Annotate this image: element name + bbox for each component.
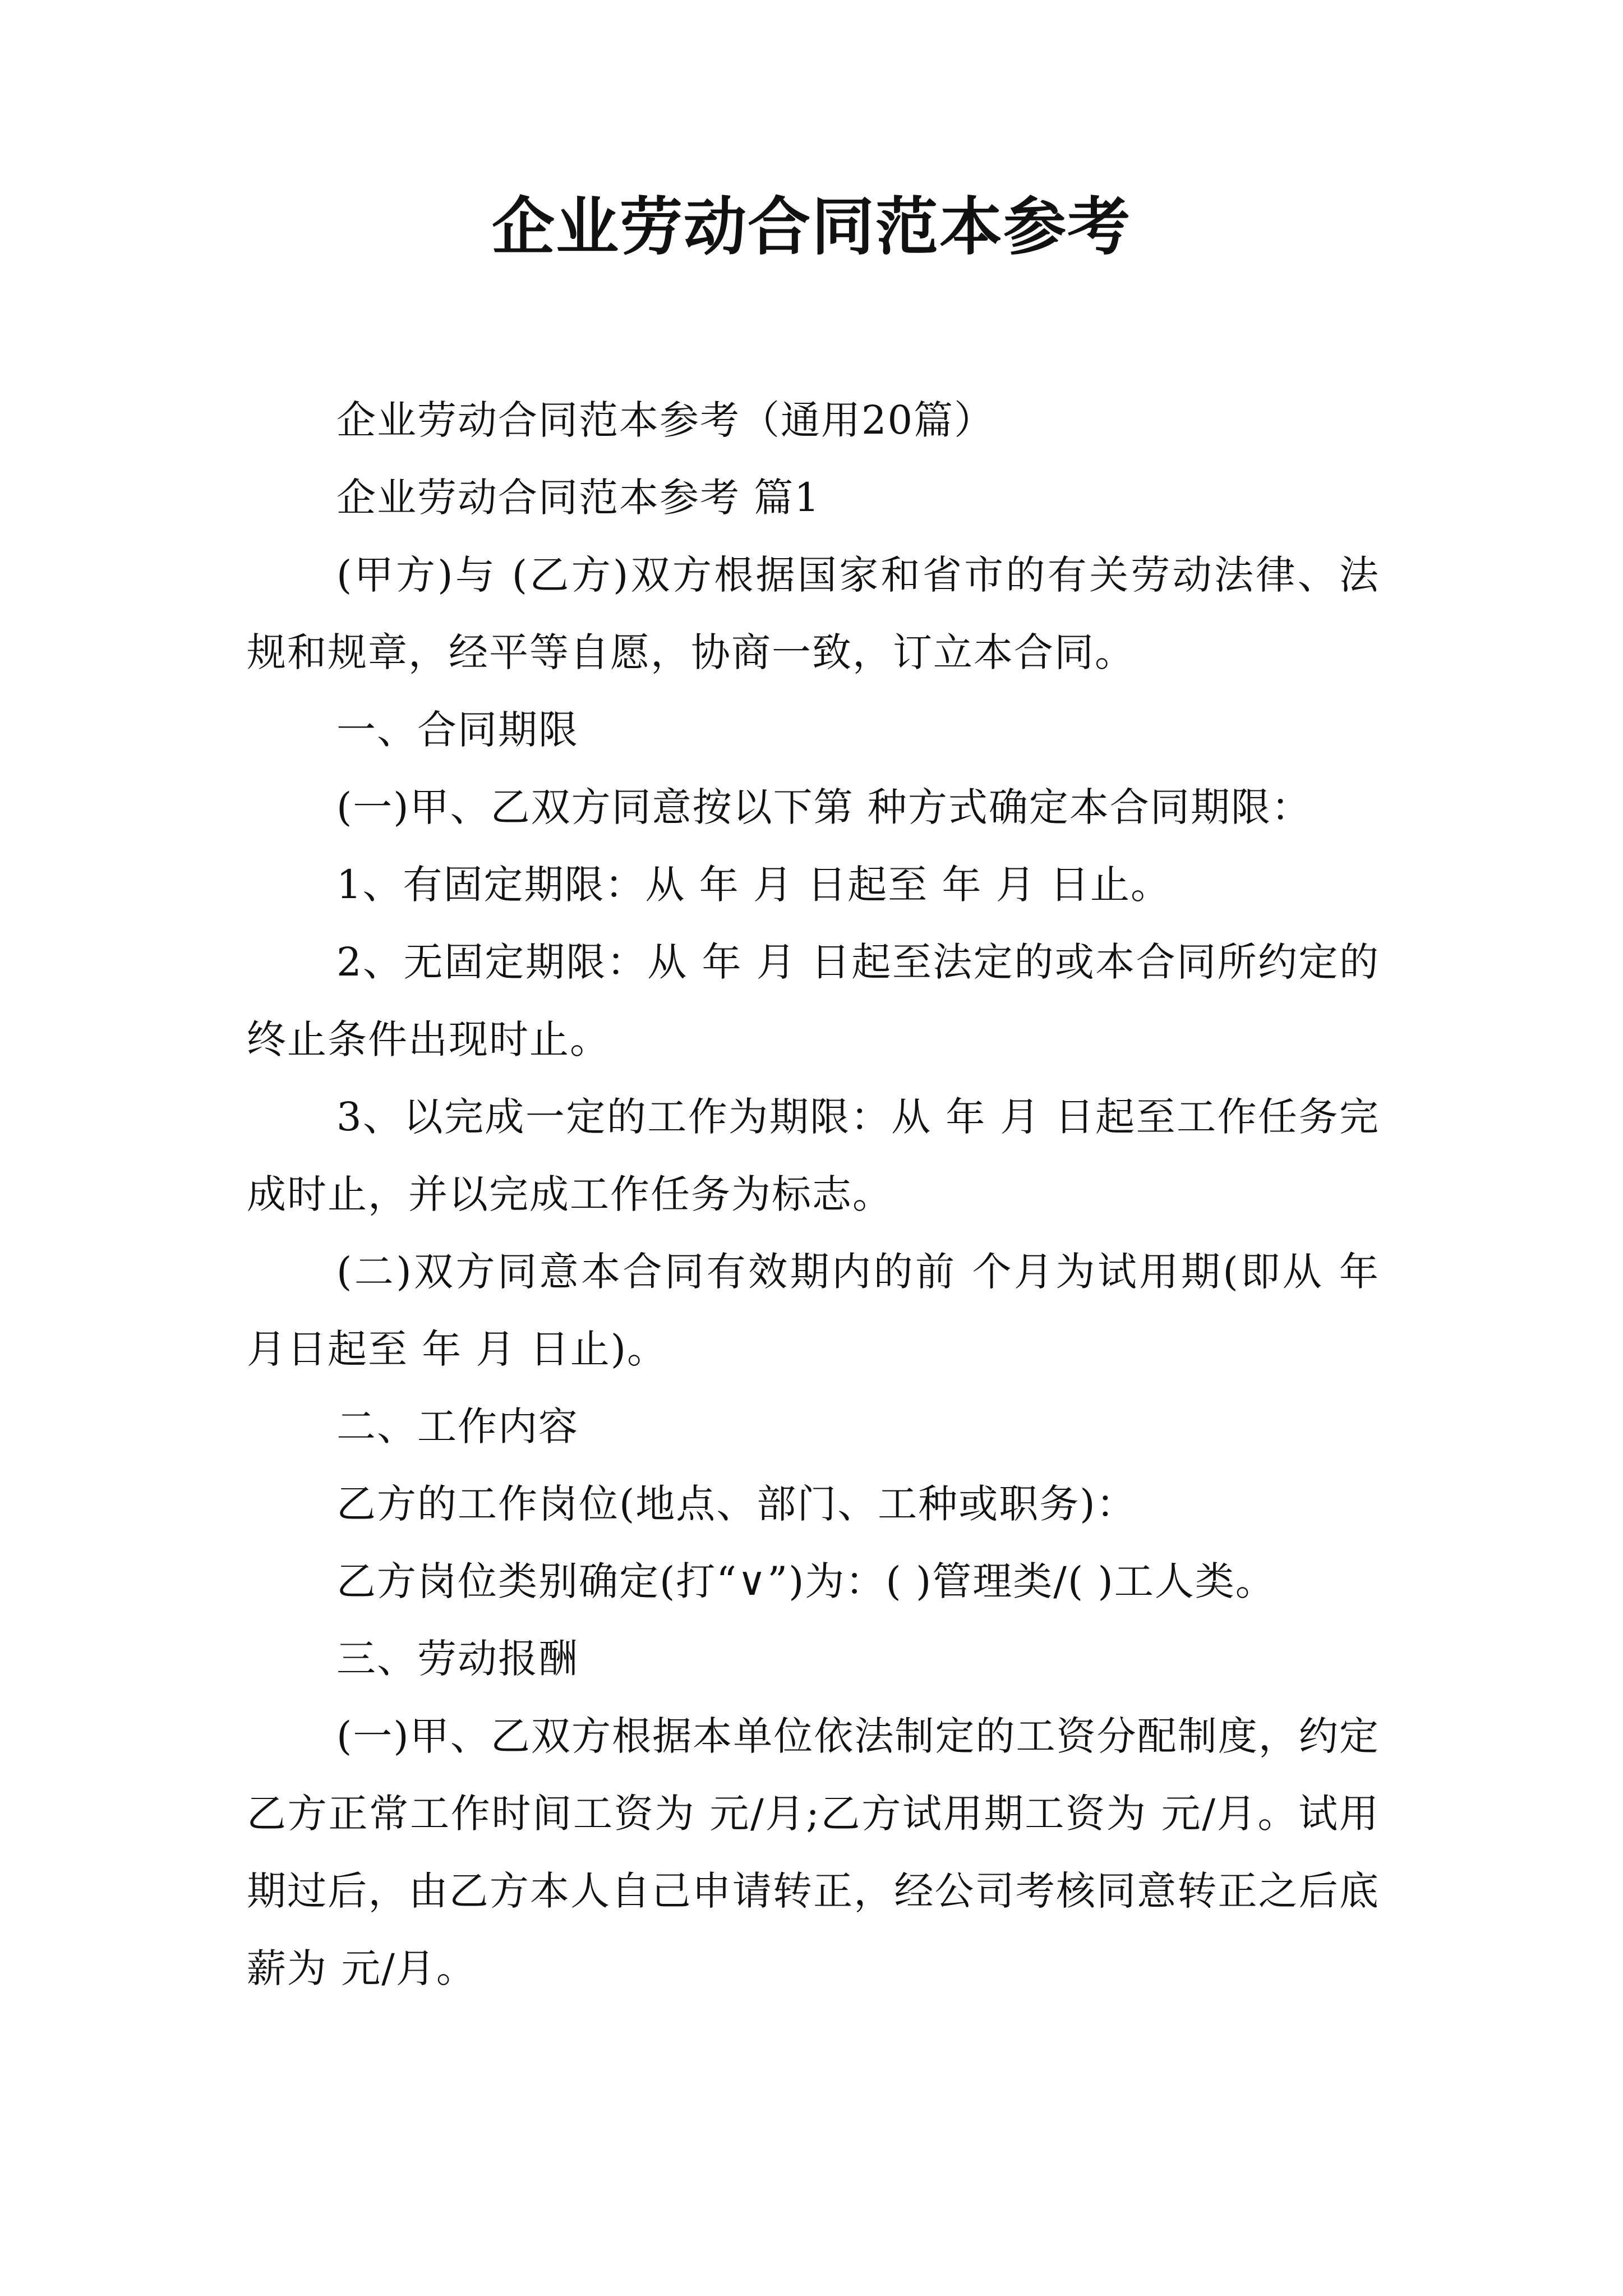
paragraph: 乙方的工作岗位(地点、部门、工种或职务)： xyxy=(336,1481,1137,1527)
document-title: 企业劳动合同范本参考 xyxy=(492,191,1131,264)
section-heading: 一、合同期限 xyxy=(336,707,579,753)
paragraph: (一)甲、乙双方同意按以下第 种方式确定本合同期限： xyxy=(336,784,1312,830)
paragraph: (甲方)与 (乙方)双方根据国家和省市的有关劳动法律、法规和规章，经平等自愿，协商一致，订立本合同。 xyxy=(247,552,1380,675)
paragraph: 乙方岗位类别确定(打“∨”)为：( )管理类/( )工人类。 xyxy=(336,1558,1276,1604)
section-heading: 二、工作内容 xyxy=(336,1404,579,1450)
paragraph: 3、以完成一定的工作为期限：从 年 月 日起至工作任务完成时止，并以完成工作任务为标志。 xyxy=(247,1094,1380,1217)
paragraph: (二)双方同意本合同有效期内的前 个月为试用期(即从 年 月日起至 年 月 日止)。 xyxy=(247,1249,1394,1372)
paragraph: 2、无固定期限：从 年 月 日起至法定的或本合同所约定的终止条件出现时止。 xyxy=(247,939,1380,1062)
paragraph: (一)甲、乙双方根据本单位依法制定的工资分配制度，约定乙方正常工作时间工资为 元/月;乙方试用期工资为 元/月。试用期过后，由乙方本人自己申请转正，经公司考核同意转正之后底薪为 元/月。 xyxy=(247,1713,1380,1991)
paragraph: 企业劳动合同范本参考 篇1 xyxy=(336,475,820,521)
section-heading: 三、劳动报酬 xyxy=(336,1636,579,1682)
paragraph: 企业劳动合同范本参考（通用20篇） xyxy=(336,397,995,443)
paragraph: 1、有固定期限：从 年 月 日起至 年 月 日止。 xyxy=(336,862,1172,908)
document-body xyxy=(247,381,1394,2007)
